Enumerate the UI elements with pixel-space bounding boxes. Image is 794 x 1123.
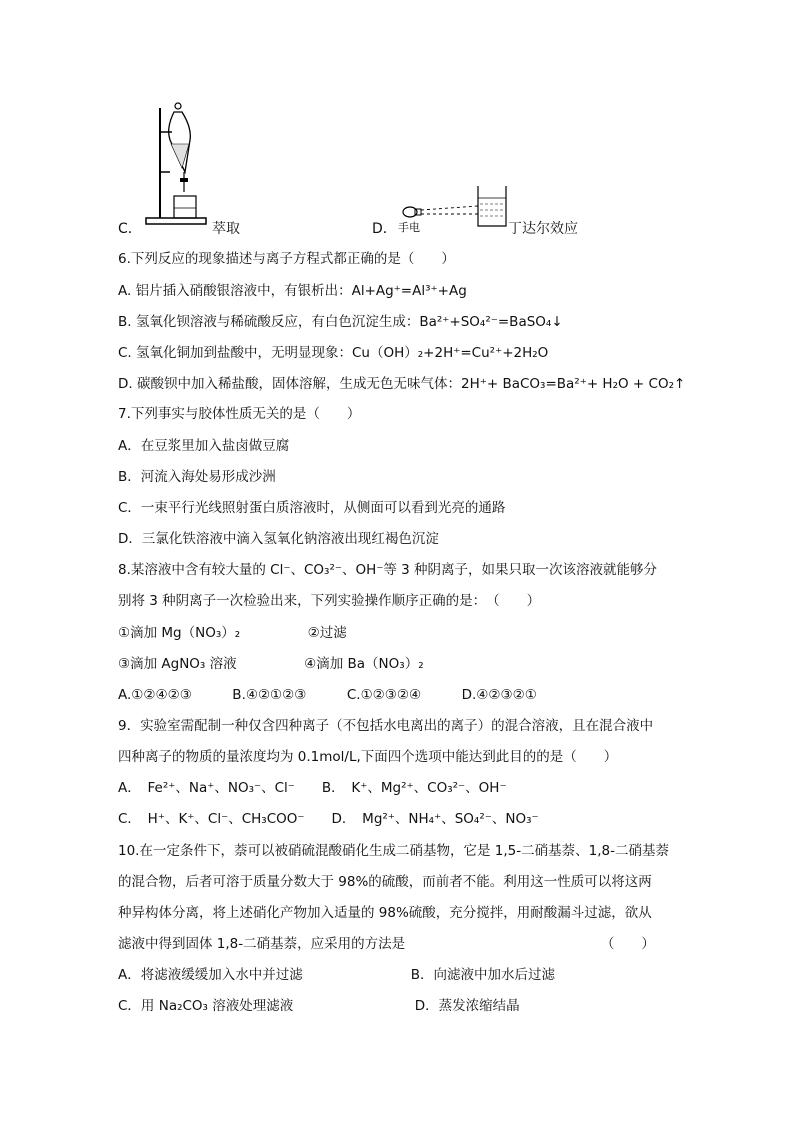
figure-d-flashlight-label: 手电 [398, 221, 420, 234]
question-10-stem-line-3: 种异构体分离，将上述硝化产物加入适量的 98%硫酸，充分搅拌，用耐酸漏斗过滤，欲从 [118, 905, 652, 921]
figure-d-letter: D． [372, 221, 397, 237]
question-8-steps-2: ③滴加 AgNO₃ 溶液 ④滴加 Ba（NO₃）₂ [118, 656, 424, 672]
question-7-option-d: D．三氯化铁溶液中滴入氢氧化钠溶液出现红褐色沉淀 [118, 531, 439, 547]
question-7-option-a: A．在豆浆里加入盐卤做豆腐 [118, 438, 290, 454]
question-10-options-cd: C．用 Na₂CO₃ 溶液处理滤液 D．蒸发浓缩结晶 [118, 998, 520, 1014]
question-9-options-ab: A． Fe²⁺、Na⁺、NO₃⁻、Cl⁻ B． K⁺、Mg²⁺、CO₃²⁻、OH⁻ [118, 780, 507, 796]
question-8-stem-line-2: 别将 3 种阴离子一次检验出来，下列实验操作顺序正确的是： （ ） [118, 593, 541, 609]
question-6-option-d: D. 碳酸钡中加入稀盐酸，固体溶解，生成无色无味气体：2H⁺+ BaCO₃=Ba²⁺+ H₂O + CO₂↑ [118, 376, 686, 392]
question-7-option-c: C．一束平行光线照射蛋白质溶液时，从侧面可以看到光亮的通路 [118, 500, 506, 516]
separatory-funnel-icon [140, 100, 210, 228]
question-9-stem-line-1: 9．实验室需配制一种仅含四种离子（不包括水电离出的离子）的混合溶液，且在混合液中 [118, 718, 654, 734]
question-10-stem-line-4: 滤液中得到固体 1,8-二硝基萘，应采用的方法是 （ ） [118, 936, 655, 952]
question-8-stem-line-1: 8.某溶液中含有较大量的 Cl⁻、CO₃²⁻、OH⁻等 3 种阴离子，如果只取一次该溶液就能够分 [118, 562, 658, 578]
question-6-stem: 6.下列反应的现象描述与离子方程式都正确的是（ ） [118, 251, 455, 267]
question-6-option-a: A. 铝片插入硝酸银溶液中，有银析出：Al+Ag⁺=Al³⁺+Ag [118, 283, 467, 299]
question-9-stem-line-2: 四种离子的物质的量浓度均为 0.1mol/L,下面四个选项中能达到此目的的是（ ） [118, 749, 618, 765]
question-7-stem: 7.下列事实与胶体性质无关的是（ ） [118, 406, 361, 422]
question-8-steps-1: ①滴加 Mg（NO₃）₂ ②过滤 [118, 625, 347, 641]
question-9-options-cd: C． H⁺、K⁺、Cl⁻、CH₃COO⁻ D． Mg²⁺、NH₄⁺、SO₄²⁻、NO₃⁻ [118, 811, 539, 827]
question-10-options-ab: A．将滤液缓缓加入水中并过滤 B．向滤液中加水后过滤 [118, 967, 555, 983]
question-6-option-c: C. 氢氧化铜加到盐酸中，无明显现象：Cu（OH）₂+2H⁺=Cu²⁺+2H₂O [118, 345, 549, 361]
figure-c-letter: C． [118, 221, 142, 237]
question-7-option-b: B．河流入海处易形成沙洲 [118, 469, 276, 485]
question-10-stem-line-2: 的混合物，后者可溶于质量分数大于 98%的硫酸，而前者不能。利用这一性质可以将这两 [118, 874, 652, 890]
question-8-options: A.①②④②③ B.④②①②③ C.①②③②④ D.④②③②① [118, 687, 537, 703]
question-10-stem-line-1: 10.在一定条件下，萘可以被硝硫混酸硝化生成二硝基物，它是 1,5-二硝基萘、1,8-二硝基萘 [118, 843, 669, 859]
question-6-option-b: B. 氢氧化钡溶液与稀硫酸反应，有白色沉淀生成：Ba²⁺+SO₄²⁻=BaSO₄↓ [118, 314, 563, 330]
figure-d-caption: 丁达尔效应 [508, 221, 578, 237]
figure-c-caption: 萃取 [212, 221, 240, 237]
figure-c-extraction [140, 100, 210, 228]
